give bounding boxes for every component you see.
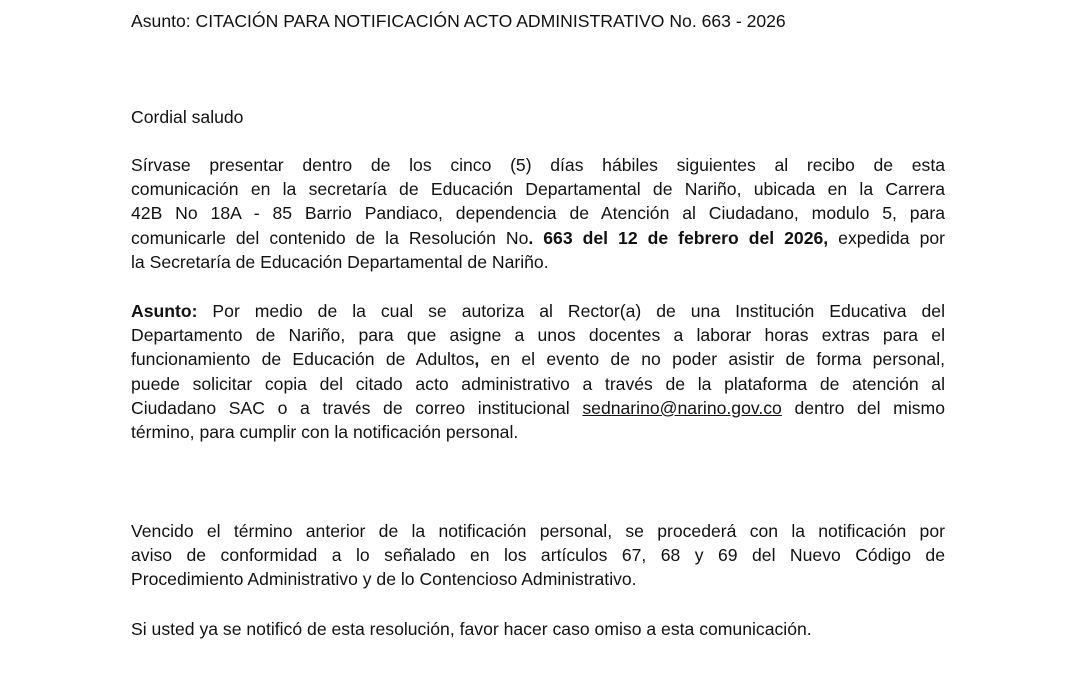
resolution-suffix: expedida por (828, 227, 945, 248)
paragraph-line: la Secretaría de Educación Departamental de Nariño. (131, 251, 549, 272)
resolution-number-date: . 663 del 12 de febrero del 2026, (528, 227, 829, 248)
personal-attendance-text: en el evento de no poder asistir de forma personal, (479, 349, 945, 370)
subject-label: Asunto: (131, 301, 198, 321)
email-prefix: Ciudadano SAC o a través de correo institucional (131, 397, 583, 418)
subject-description: Por medio de la cual se autoriza al Rector(a) de una Institución Educativa del (197, 301, 945, 321)
greeting-text: Cordial saludo (131, 107, 244, 127)
closing-paragraph (131, 617, 945, 641)
paragraph-line: comunicación en la secretaría de Educación Departamental de Nariño, ubicada en la Carrera (131, 179, 945, 200)
email-link[interactable]: sednarino@narino.gov.co (582, 397, 782, 418)
paragraph-line: Procedimiento Administrativo y de lo Contencioso Administrativo. (131, 569, 637, 590)
closing-text: Si usted ya se notificó de esta resolución, favor hacer caso omiso a esta comunicación. (131, 619, 812, 639)
subject-text: Asunto: CITACIÓN PARA NOTIFICACIÓN ACTO ADMINISTRATIVO No. 663 - 2026 (131, 11, 786, 31)
bold-comma: , (474, 349, 480, 370)
greeting (131, 105, 945, 129)
paragraph-line: puede solicitar copia del citado acto administrativo a través de la plataforma de atención al (131, 373, 945, 394)
resolution-prefix: comunicarle del contenido de la Resolución No (131, 227, 529, 248)
paragraph-line: 42B No 18A - 85 Barrio Pandiaco, dependencia de Atención al Ciudadano, modulo 5, para (131, 203, 945, 224)
program-name: funcionamiento de Educación de Adultos (131, 349, 475, 370)
paragraph-line-with-resolution (131, 226, 945, 250)
paragraph-line: Vencido el término anterior de la notificación personal, se procederá con la notificación por (131, 521, 945, 541)
paragraph-line: término, para cumplir con la notificación personal. (131, 422, 519, 443)
paragraph-line-with-email (131, 396, 945, 420)
paragraph-line: Departamento de Nariño, para que asigne a unos docentes a laborar horas extras para el (131, 325, 945, 346)
paragraph-line: Sírvase presentar dentro de los cinco (5) días hábiles siguientes al recibo de esta (131, 155, 945, 175)
subject-line (131, 9, 945, 33)
citation-paragraph (131, 153, 945, 274)
email-suffix: dentro del mismo (781, 397, 945, 418)
paragraph-line: aviso de conformidad a lo señalado en los artículos 67, 68 y 69 del Nuevo Código de (131, 545, 945, 566)
expiration-paragraph (131, 519, 945, 592)
subject-paragraph (131, 299, 945, 444)
paragraph-line-with-bold-comma (131, 347, 945, 371)
paragraph-line-with-label (131, 299, 945, 323)
